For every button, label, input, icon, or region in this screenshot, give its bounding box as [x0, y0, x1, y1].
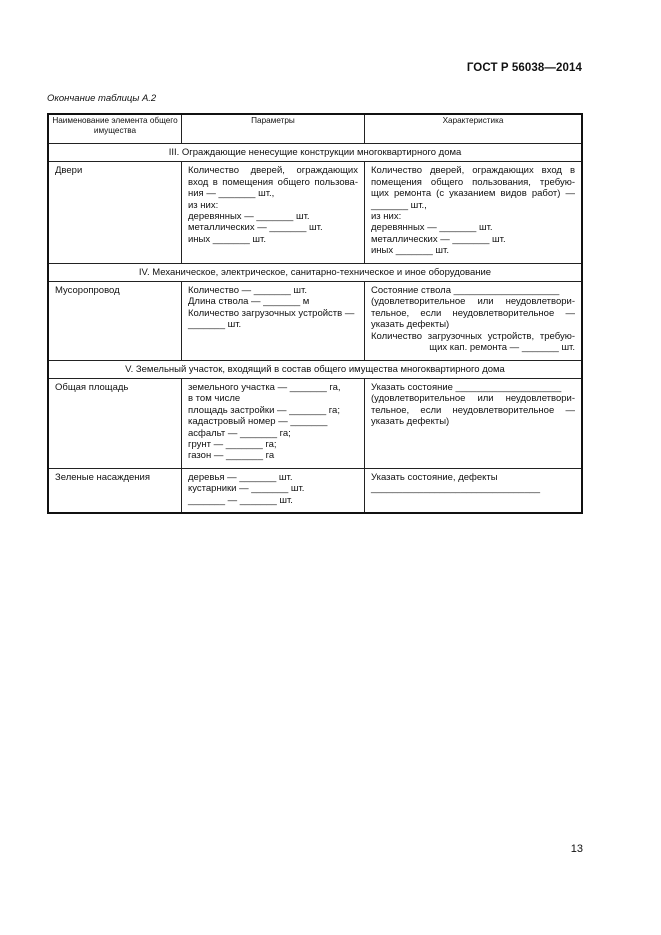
param-line: земельного участка — _______ га,	[188, 381, 341, 393]
param-line: Длина ствола — _______ м	[188, 296, 310, 308]
param-line: деревянных — _______ шт.	[188, 211, 310, 223]
param-line: иных _______ шт.	[188, 233, 266, 245]
char-line: щих ремонта (с указанием видов работ) —	[371, 188, 575, 200]
param-line: _______ шт.	[188, 319, 242, 331]
page-number: 13	[570, 843, 583, 855]
param-line: асфальт — _______ га;	[188, 427, 291, 439]
param-line: грунт — _______ га;	[188, 438, 277, 450]
column-header-name: Наименование элемента общего имущества	[48, 114, 182, 144]
section-title: III. Ограждающие ненесущие конструкции многоквартирного дома	[48, 144, 582, 162]
param-line: газон — _______ га	[188, 450, 275, 462]
table-caption: Окончание таблицы А.2	[47, 93, 157, 104]
section-row	[48, 263, 582, 281]
param-line: вход в помещения общего пользова-	[188, 176, 358, 188]
standard-code: ГОСТ Р 56038—2014	[466, 62, 582, 74]
element-name: Общая площадь	[48, 378, 182, 468]
param-line: металлических — _______ шт.	[188, 222, 323, 234]
table-row	[48, 162, 582, 263]
param-line: _______ — _______ шт.	[188, 494, 293, 506]
section-row	[48, 360, 582, 378]
char-line: ________________________________	[371, 483, 541, 495]
param-line: из них:	[188, 199, 219, 211]
parameters-cell	[182, 162, 365, 263]
char-line: тельное, если неудовлетворительное —	[371, 404, 575, 416]
char-line: иных _______ шт.	[371, 245, 449, 257]
table-header-row	[48, 114, 582, 144]
table-row	[48, 378, 582, 468]
section-title: V. Земельный участок, входящий в состав общего имущества многоквартирного дома	[48, 360, 582, 378]
char-line: (удовлетворительное или неудовлетвори-	[371, 296, 575, 308]
param-line: Количество загрузочных устройств —	[188, 307, 355, 319]
column-header-parameters: Параметры	[182, 114, 365, 144]
param-line: Количество дверей, ограждающих	[188, 165, 358, 177]
param-line: кадастровый номер — _______	[188, 416, 328, 428]
char-line: Количество загрузочных устройств, требую-	[371, 330, 575, 342]
section-row	[48, 144, 582, 162]
table-row	[48, 282, 582, 360]
property-table	[47, 113, 583, 514]
characteristics-cell	[365, 468, 583, 513]
parameters-cell	[182, 468, 365, 513]
char-line: _______ шт.,	[371, 199, 427, 211]
characteristics-cell	[365, 162, 583, 263]
char-line: металлических — _______ шт.	[371, 233, 506, 245]
char-line: указать дефекты)	[371, 416, 450, 428]
param-line: кустарники — _______ шт.	[188, 483, 305, 495]
char-line: тельное, если неудовлетворительное —	[371, 307, 575, 319]
char-line: деревянных — _______ шт.	[371, 222, 493, 234]
char-line: Указать состояние ____________________	[371, 381, 562, 393]
param-line: в том числе	[188, 393, 241, 405]
element-name: Зеленые насаждения	[48, 468, 182, 513]
char-line: Указать состояние, дефекты	[371, 471, 498, 483]
param-line: площадь застройки — _______ га;	[188, 404, 340, 416]
char-line: (удовлетворительное или неудовлетвори-	[371, 393, 575, 405]
element-name: Двери	[48, 162, 182, 263]
parameters-cell	[182, 282, 365, 360]
table-row	[48, 468, 582, 513]
parameters-cell	[182, 378, 365, 468]
char-line: помещения общего пользования, требую-	[371, 176, 575, 188]
element-name: Мусоропровод	[48, 282, 182, 360]
param-line: Количество — _______ шт.	[188, 285, 307, 297]
param-line: деревья — _______ шт.	[188, 471, 293, 483]
characteristics-cell	[365, 378, 583, 468]
char-line: щих кап. ремонта — _______ шт.	[429, 342, 575, 354]
characteristics-cell	[365, 282, 583, 360]
column-header-characteristics: Характеристика	[365, 114, 583, 144]
char-line: Состояние ствола ____________________	[371, 285, 560, 297]
section-title: IV. Механическое, электрическое, санитарно-техническое и иное оборудование	[48, 263, 582, 281]
char-line: Количество дверей, ограждающих вход в	[371, 165, 575, 177]
char-line: указать дефекты)	[371, 319, 450, 331]
char-line: из них:	[371, 211, 402, 223]
param-line: ния — _______ шт.,	[188, 188, 275, 200]
